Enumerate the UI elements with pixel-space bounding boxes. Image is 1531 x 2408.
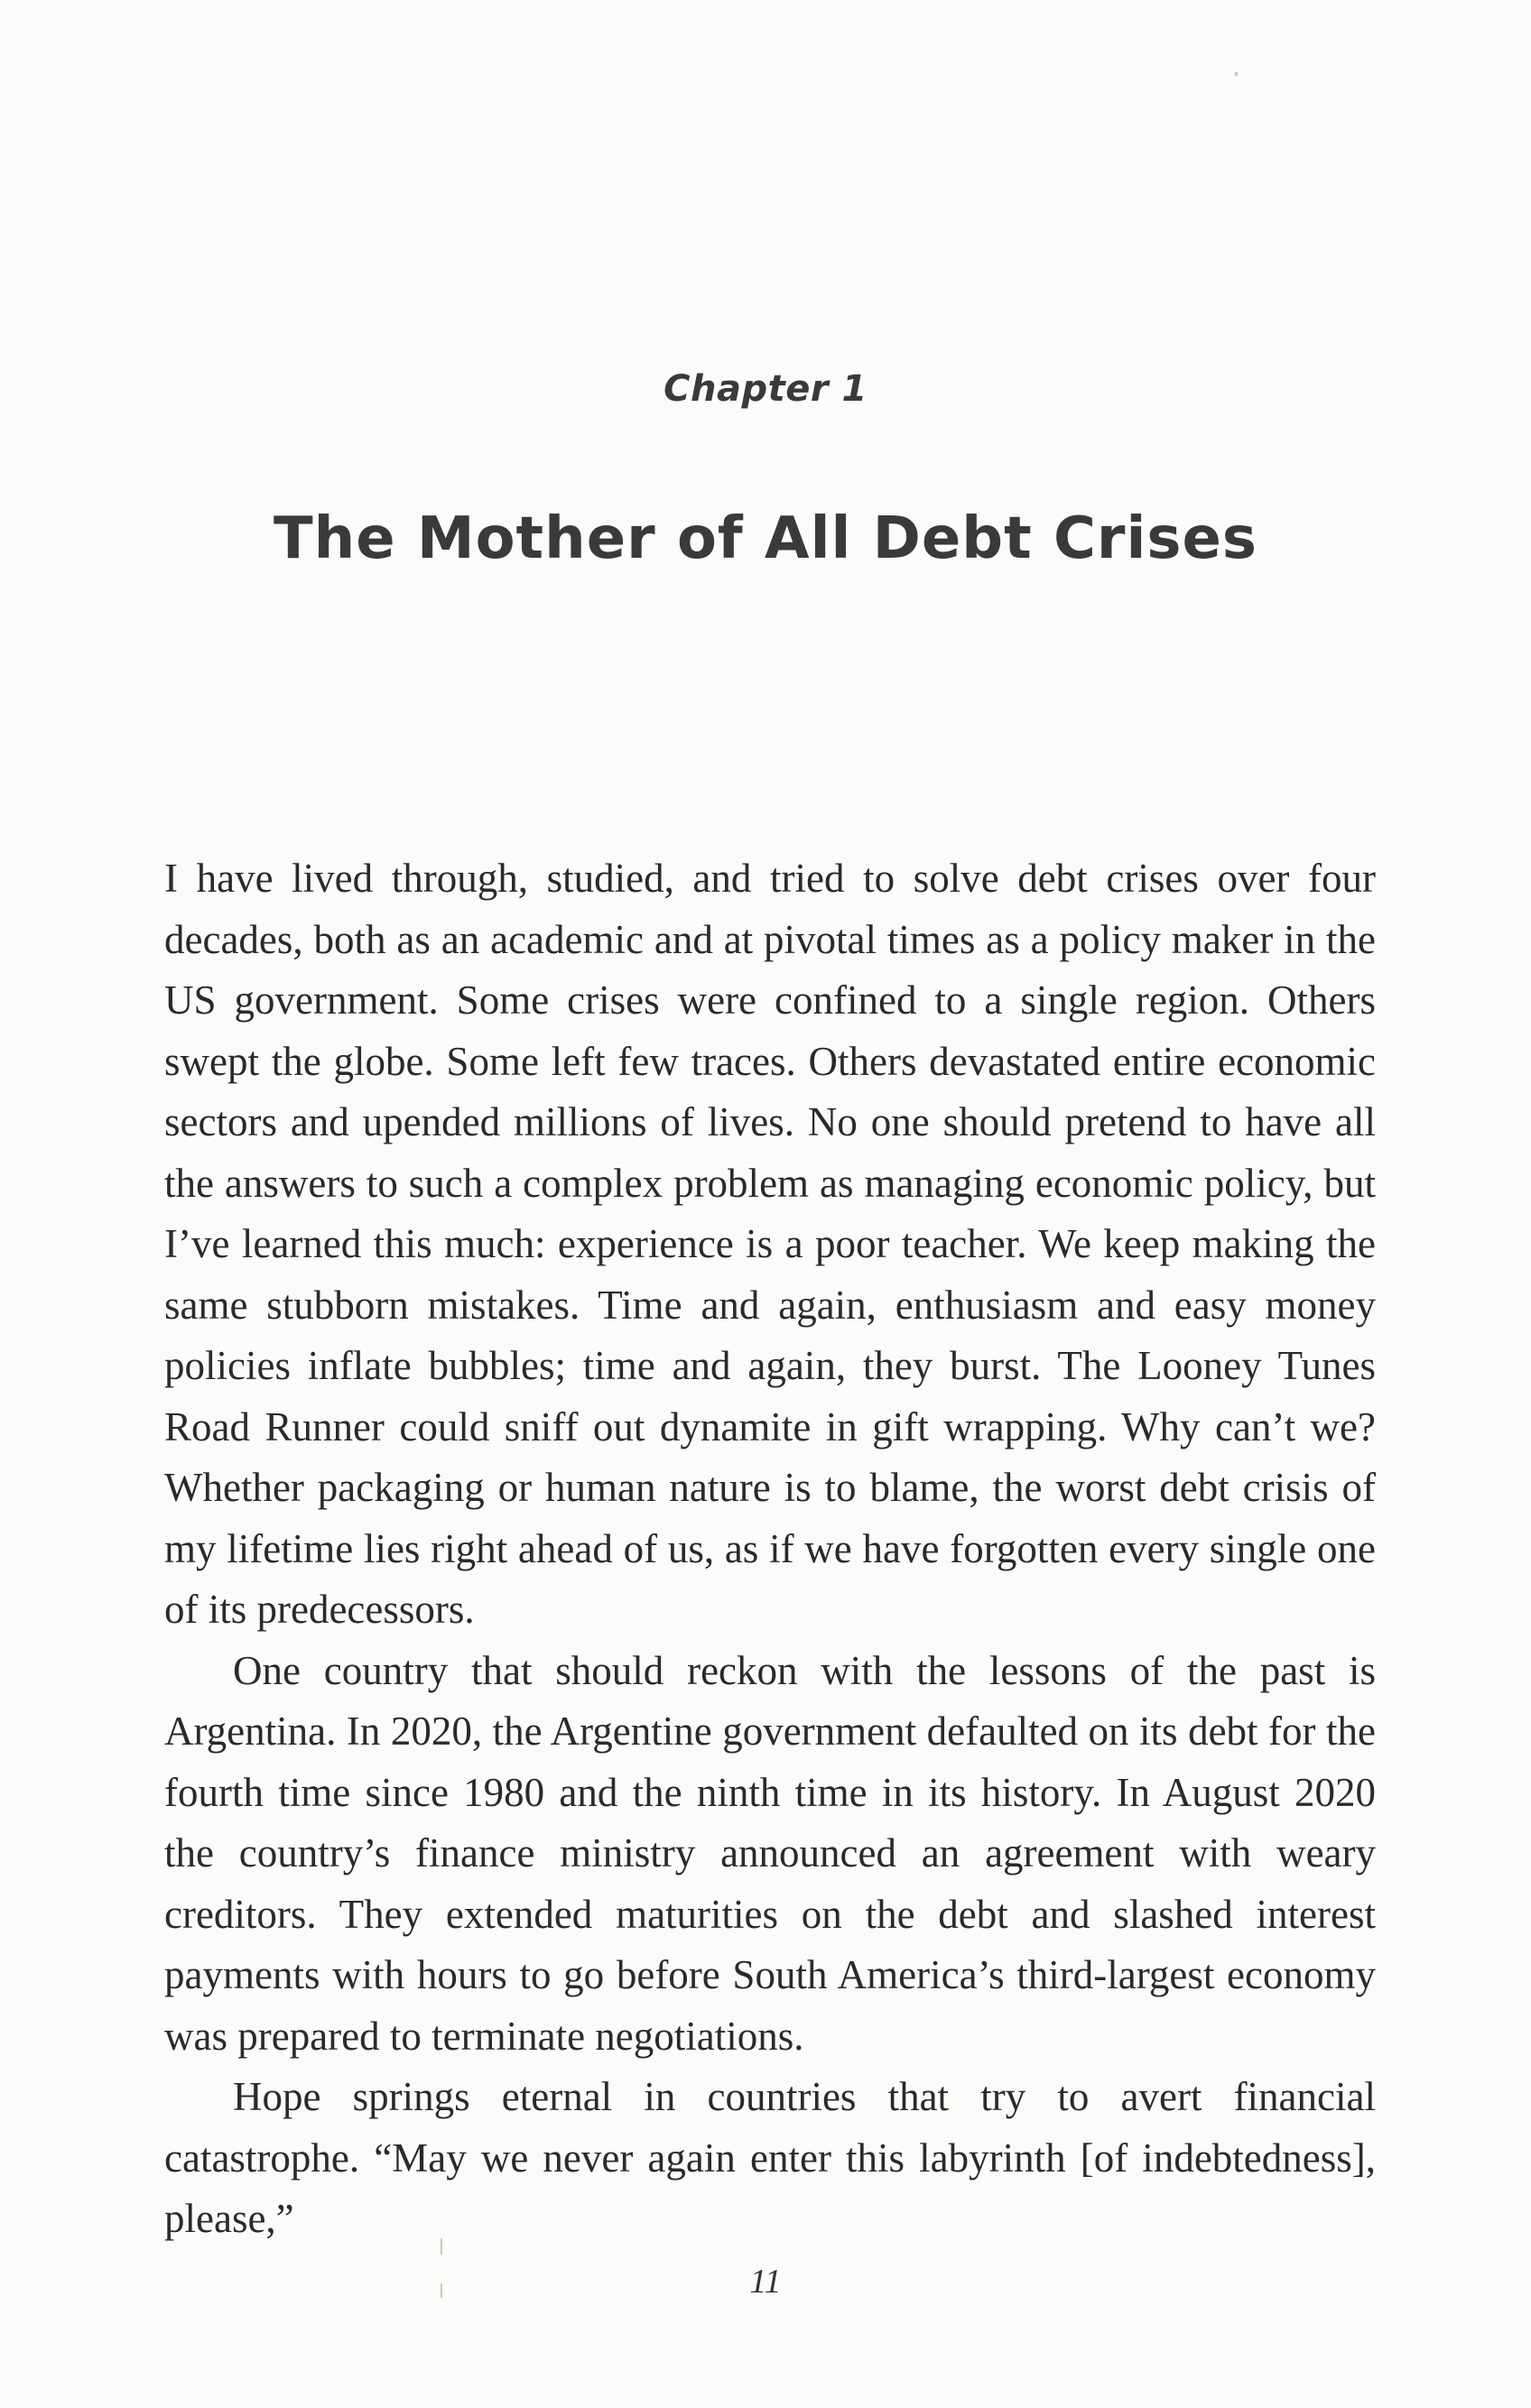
- paragraph: I have lived through, studied, and tried to solve debt crises over four decades, both as an academic and at pivotal times as a policy maker in the US government. Some crises were confined to a single region. Others swept the globe. Some left few traces. Others devastated entire economic sectors and upended millions of lives. No one should pretend to have all the answers to such a complex problem as managing economic policy, but I’ve learned this much: experience is a poor teacher. We keep making the same stubborn mistakes. Time and again, enthusiasm and easy money policies inflate bubbles; time and again, they burst. The Looney Tunes Road Runner could sniff out dynamite in gift wrapping. Why can’t we? Whether packaging or human nature is to blame, the worst debt crisis of my lifetime lies right ahead of us, as if we have forgotten every single one of its predecessors.: [164, 856, 1376, 1632]
- paragraph: One country that should reckon with the lessons of the past is Argentina. In 2020, the Argentine government defaulted on its debt for the fourth time since 1980 and the ninth time in its history. In August 2020 the country’s finance ministry announced an agreement with weary creditors. They extended maturities on the debt and slashed interest payments with hours to go before South America’s third-largest economy was prepared to terminate negotiations.: [164, 1647, 1376, 2059]
- paragraph: Hope springs eternal in countries that try to avert financial catastrophe. “May we never again enter this labyrinth [of indebtedness], please,”: [164, 2074, 1376, 2241]
- page-number: 11: [749, 2263, 782, 2301]
- scan-artifact: [441, 2238, 442, 2255]
- body-text: [164, 848, 1376, 2250]
- chapter-title: The Mother of All Debt Crises: [273, 505, 1258, 572]
- chapter-label: Chapter 1: [663, 368, 868, 410]
- scan-artifact: [441, 2283, 442, 2298]
- scan-artifact: [1235, 72, 1238, 76]
